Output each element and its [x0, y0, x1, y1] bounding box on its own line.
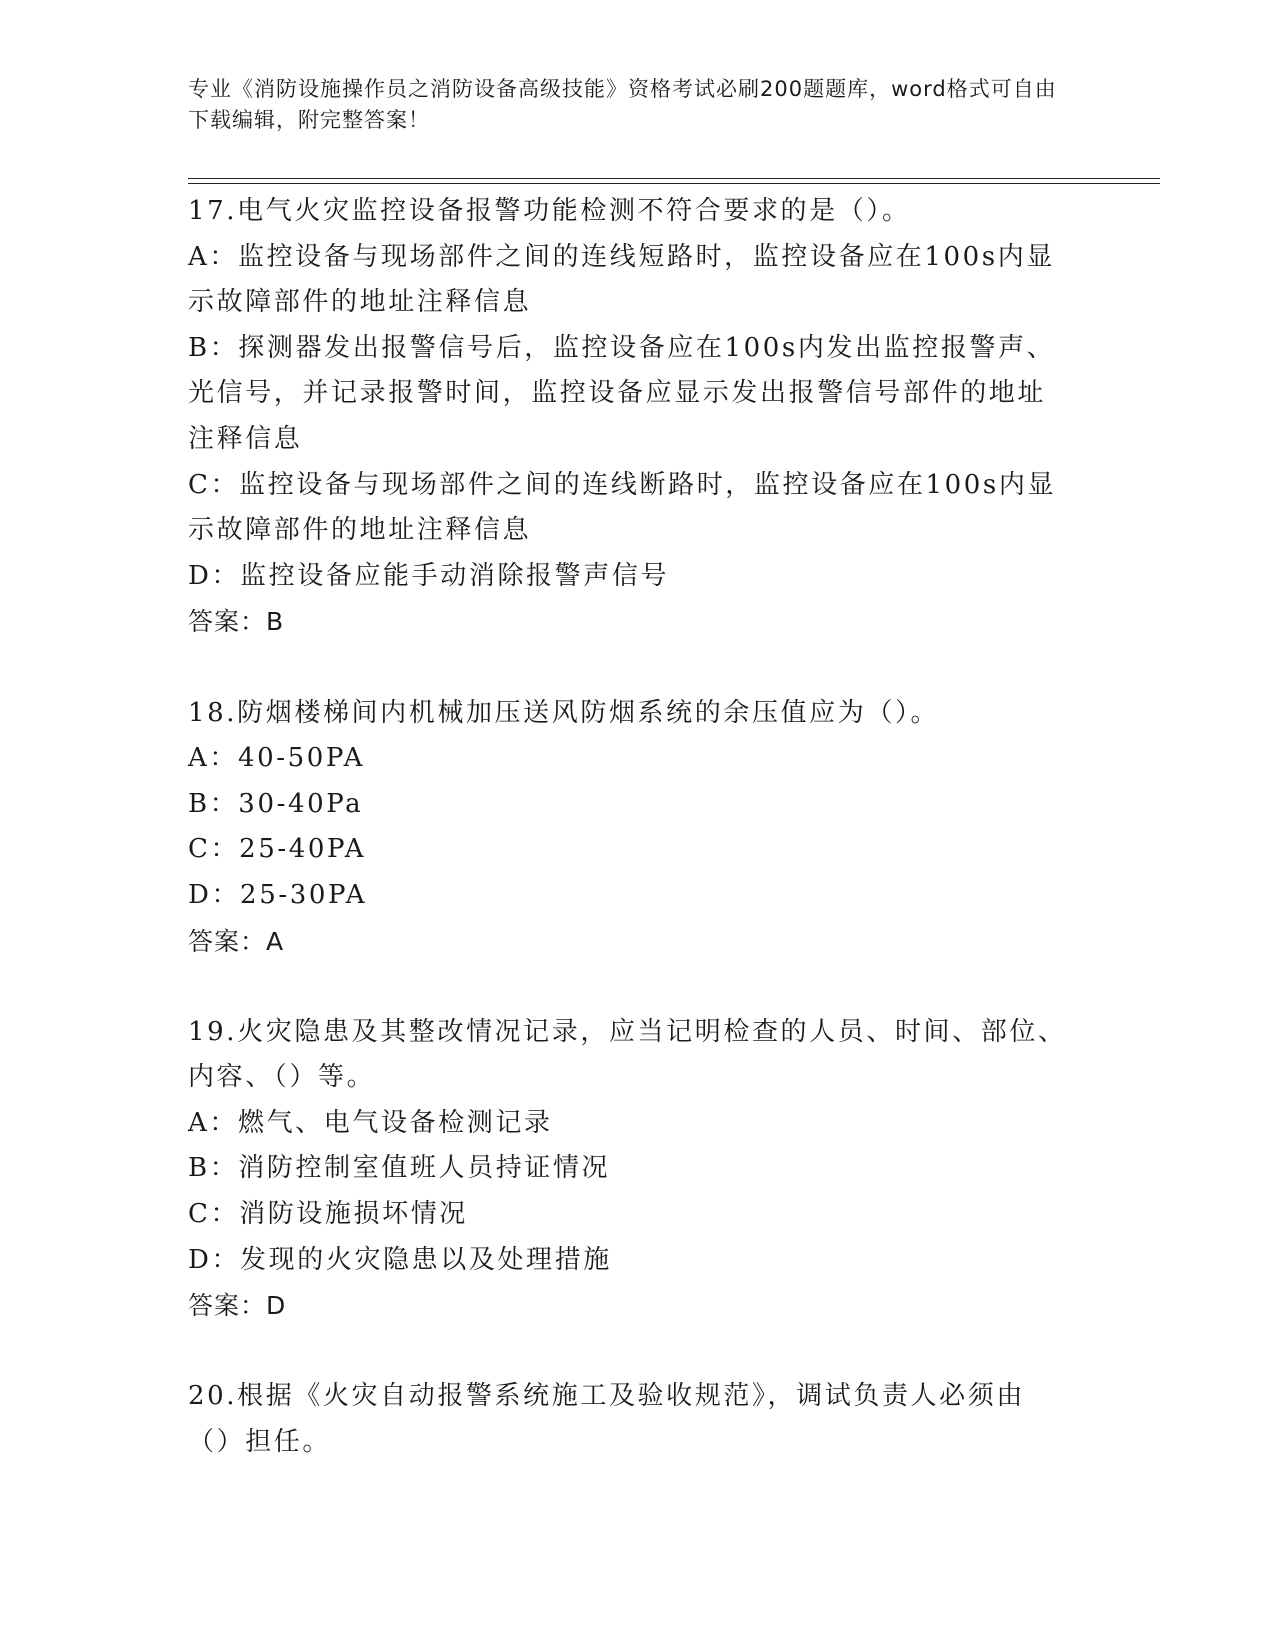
question-spacer: [188, 1329, 1068, 1375]
header-divider-top: [188, 178, 1160, 179]
header-divider-bottom: [188, 183, 1160, 184]
answer-line: 答案：B: [188, 607, 285, 637]
option-d: D：发现的火灾隐患以及处理措施: [188, 1244, 612, 1275]
question-20: [188, 1374, 1068, 1465]
option-b: B：消防控制室值班人员持证情况: [188, 1153, 611, 1184]
question-list: [188, 189, 1068, 1466]
option-a: A：燃气、电气设备检测记录: [188, 1107, 553, 1138]
question-19: [188, 1010, 1068, 1329]
option-d: D：监控设备应能手动消除报警声信号: [188, 560, 670, 591]
question-spacer: [188, 964, 1068, 1010]
question-17: [188, 189, 1068, 645]
question-spacer: [188, 645, 1068, 691]
option-a: A：监控设备与现场部件之间的连线短路时，监控设备应在100s内显示故障部件的地址注释信息: [188, 241, 1055, 318]
option-b: B：30-40Pa: [188, 788, 364, 819]
option-b: B：探测器发出报警信号后，监控设备应在100s内发出监控报警声、光信号，并记录报警时间，监控设备应显示发出报警信号部件的地址注释信息: [188, 332, 1056, 454]
option-a: A：40-50PA: [188, 743, 366, 774]
question-text: 18.防烟楼梯间内机械加压送风防烟系统的余压值应为（）。: [188, 697, 940, 728]
question-text: 20.根据《火灾自动报警系统施工及验收规范》，调试负责人必须由（）担任。: [188, 1381, 1025, 1458]
option-c: C：消防设施损坏情况: [188, 1199, 468, 1230]
option-d: D：25-30PA: [188, 879, 368, 910]
question-text: 17.电气火灾监控设备报警功能检测不符合要求的是（）。: [188, 196, 911, 226]
option-c: C：25-40PA: [188, 834, 367, 865]
question-text: 19.火灾隐患及其整改情况记录，应当记明检查的人员、时间、部位、内容、（）等。: [188, 1016, 1067, 1093]
answer-line: 答案：D: [188, 1291, 287, 1321]
answer-line: 答案：A: [188, 926, 285, 956]
option-c: C：监控设备与现场部件之间的连线断路时，监控设备应在100s内显示故障部件的地址注释信息: [188, 469, 1057, 546]
document-header: 专业《消防设施操作员之消防设备高级技能》资格考试必刷200题题库，word格式可自由下载编辑，附完整答案！: [188, 77, 1057, 132]
question-18: [188, 691, 1068, 965]
